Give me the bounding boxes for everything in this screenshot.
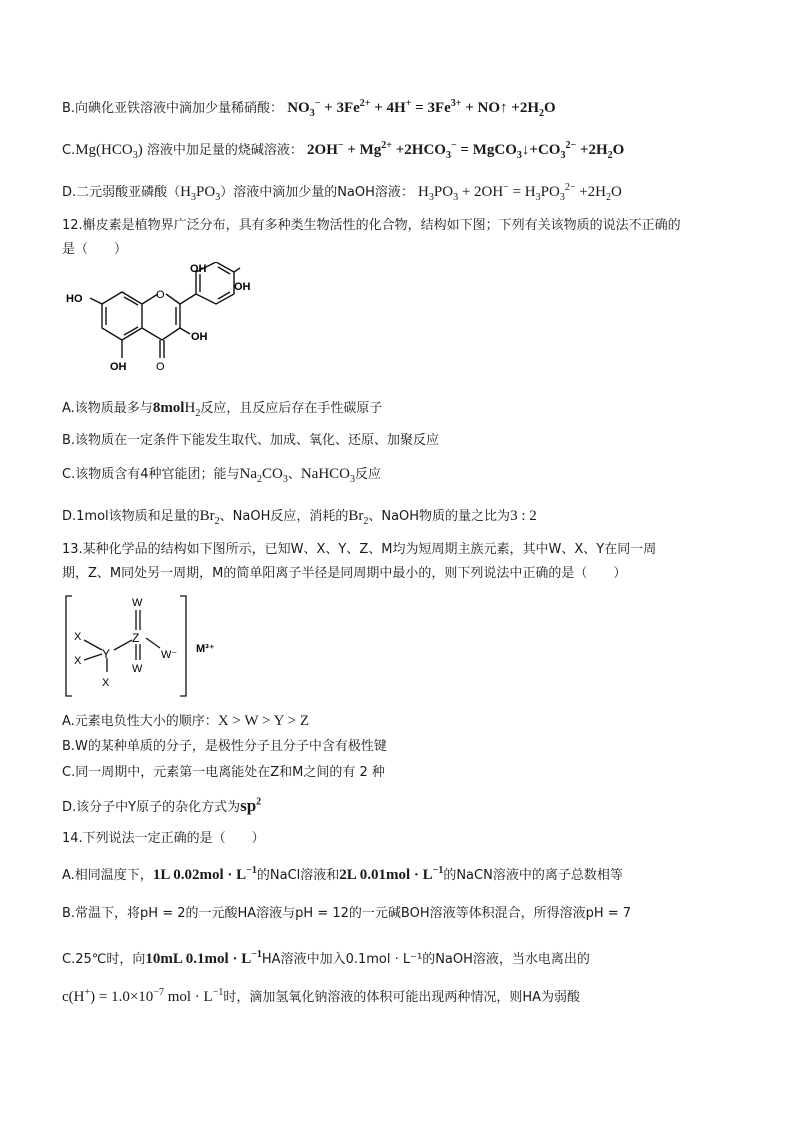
- quercetin-structure: [60, 262, 250, 382]
- w-bottom-label: W: [132, 663, 143, 675]
- q11-option-b: B.向碘化亚铁溶液中滴加少量稀硝酸： $NO_3^- + 3Fe^{2+} + 4H^+ = 3Fe^{3+}$ + NO↑ $+2H_2O$: [62, 98, 556, 119]
- oh-3prime-label: OH: [190, 263, 207, 275]
- q13-stem-line1: 13.某种化学品的结构如下图所示，已知W、X、Y、Z、M均为短周期主族元素，其中W、X、Y在同一周: [62, 542, 657, 557]
- keto-oxygen-label: O: [156, 361, 165, 373]
- q12-option-a: A.该物质最多与8molH$_2$反应，且反应后存在手性碳原子: [62, 400, 383, 419]
- q12-option-d: D.1mol该物质和足量的$Br_2$、NaOH反应，消耗的$Br_2$、NaOH物质的量之比为3 : 2: [62, 508, 537, 527]
- q14-stem: 14.下列说法一定正确的是（ ）: [62, 831, 265, 846]
- q14-option-c-line2: $c(H^+) = 1.0\times 10^{-7}$ mol · $L^{-1}$时，滴加氢氧化钠溶液的体积可能出现两种情况，则HA为弱酸: [62, 987, 581, 1005]
- x1-label: X: [74, 631, 82, 643]
- y-label: Y: [102, 647, 111, 661]
- q13-structure: [62, 592, 232, 702]
- quercetin-svg: [60, 262, 250, 382]
- oh-5-label: OH: [110, 361, 127, 373]
- q14-option-b: B.常温下，将pH = 2的一元酸HA溶液与pH = 12的一元碱BOH溶液等体积混合，所得溶液pH = 7: [62, 906, 632, 921]
- q13-option-c: C.同一周期中，元素第一电离能处在Z和M之间的有 2 种: [62, 765, 385, 780]
- q11-option-c: $C.Mg(HCO_3)$ 溶液中加足量的烧碱溶液： $2OH^- + Mg^{2+} +2HCO_3^-$ = $MgCO_3↓+CO_3^{2-} +2H_2O$: [62, 140, 625, 161]
- oh-7-label: HO: [66, 293, 83, 305]
- q13-option-b: B.W的某种单质的分子，是极性分子且分子中含有极性键: [62, 739, 387, 754]
- q13-stem-line2: 期，Z、M同处另一周期，M的简单阳离子半径是同周期中最小的，则下列说法中正确的是（ ）: [62, 566, 627, 581]
- q11-c-equation: $2OH^- + Mg^{2+} +2HCO_3^-$ = $MgCO_3↓+CO_3^{2-} +2H_2O$: [307, 140, 625, 161]
- q12-option-b: B.该物质在一定条件下能发生取代、加成、氧化、还原、加聚反应: [62, 433, 440, 448]
- z-label: Z: [132, 631, 140, 645]
- w-right-label: W⁻: [161, 649, 178, 661]
- q12-option-c: C.该物质含有4种官能团；能与$Na_2CO_3$、NaHCO$_3$反应: [62, 466, 382, 485]
- q12-stem-line1: 12.槲皮素是植物界广泛分布，具有多种类生物活性的化合物，结构如下图；下列有关该物质的说法不正确的: [62, 218, 681, 233]
- q13-option-a: A.元素电负性大小的顺序：X > W > Y > Z: [62, 713, 310, 729]
- q14-option-c: C.25℃时，向10mL $0.1mol \cdot L^{-1}HA$溶液中加入0.1mol · L⁻¹的NaOH溶液，当水电离出的: [62, 949, 590, 967]
- q14-option-a: A.相同温度下，1L $0.02mol \cdot L^{-1}$的NaCl溶液和2L $0.01mol \cdot L^{-1}$的NaCN溶液中的离子总数相等: [62, 865, 623, 883]
- q13-option-d: D.该分子中Y原子的杂化方式为$sp^2$: [62, 796, 262, 815]
- q11-option-d: D.二元弱酸亚磷酸$(H_3PO_3)$溶液中滴加少量的NaOH溶液： $H_3PO_3 + 2OH^- = H_3PO_3^{2-} +2H_2O$: [62, 182, 622, 203]
- q11-b-equation: $NO_3^- + 3Fe^{2+} + 4H^+ = 3Fe^{3+}$ + NO↑ $+2H_2O$: [287, 98, 556, 119]
- oh-4prime-label: OH: [234, 281, 250, 293]
- q13-structure-svg: [62, 592, 232, 702]
- x3-label: X: [102, 677, 110, 689]
- oh-3-label: OH: [191, 331, 208, 343]
- q11-d-equation: $H_3PO_3 + 2OH^- = H_3PO_3^{2-} +2H_2O$: [418, 182, 622, 203]
- x2-label: X: [74, 655, 82, 667]
- w-top-label: W: [132, 597, 143, 609]
- ring-oxygen-label: O: [156, 289, 165, 301]
- m-cation-label: M³⁺: [196, 643, 215, 655]
- q12-stem-line2: 是（ ）: [62, 242, 128, 257]
